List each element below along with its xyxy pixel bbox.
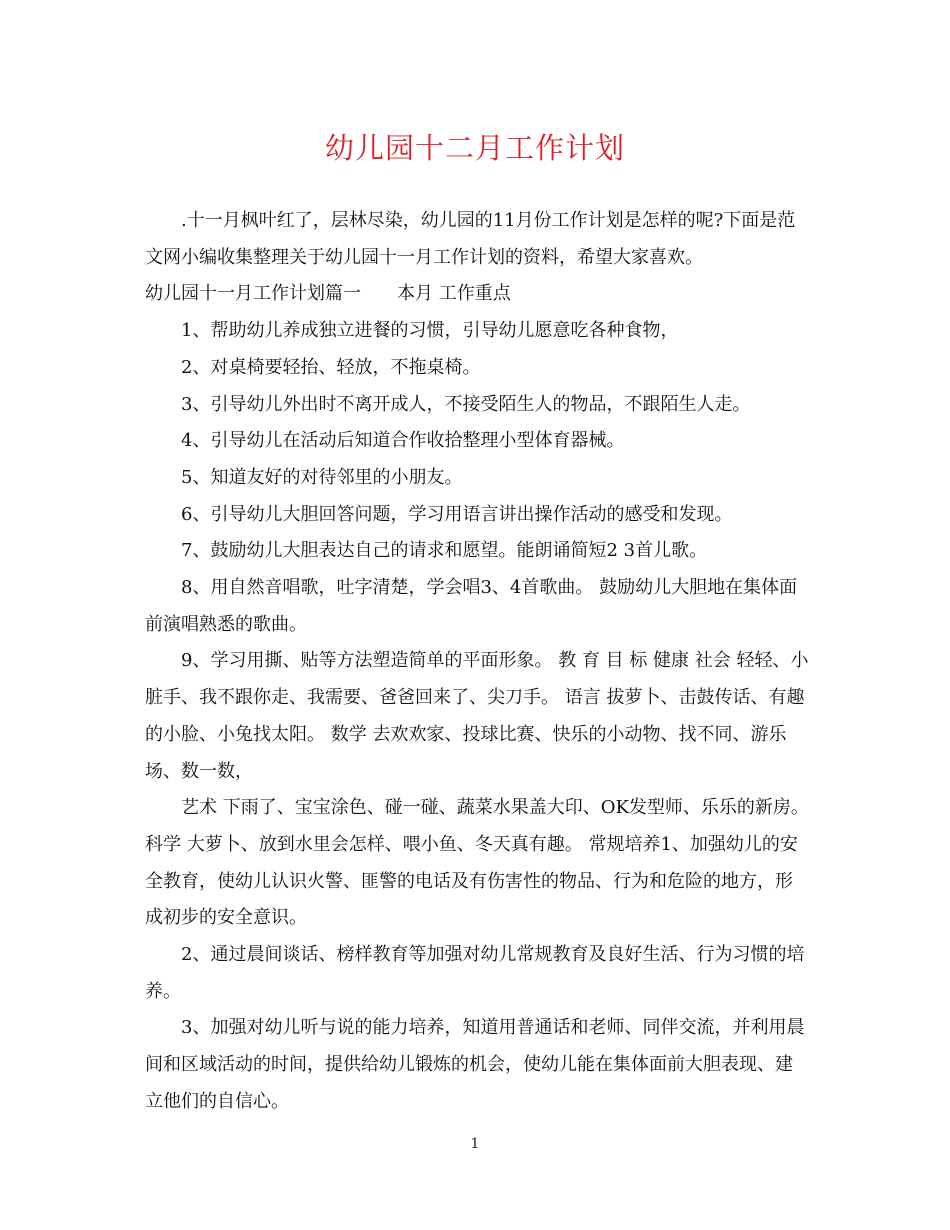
page-number: 1 bbox=[470, 1136, 480, 1152]
list-item: 9、学习用撕、贴等方法塑造简单的平面形象。 教 育 目 标 健康 社会 轻轻、小脏手、我不跟你走、我需要、爸爸回来了、尖刀手。 语言 拔萝卜、击鼓传话、有趣的小脸、小兔找太阳。 数学 去欢欢家、投球比赛、快乐的小动物、找不同、游乐场、数一数， bbox=[145, 650, 809, 782]
list-item: 艺术 下雨了、宝宝涂色、碰一碰、蔬菜水果盖大印、OK发型师、乐乐的新房。 科学 大萝卜、放到水里会怎样、喂小鱼、冬天真有趣。 常规培养1、加强幼儿的安全教育，使幼儿认识火警、匪警的电话及有伤害性的物品、行为和危险的地方，形成初步的安全意识。 bbox=[145, 797, 809, 929]
list-item: 2、对桌椅要轻抬、轻放，不拖桌椅。 bbox=[181, 356, 481, 378]
list-item: 7、鼓励幼儿大胆表达自己的请求和愿望。能朗诵简短2 3首儿歌。 bbox=[181, 540, 708, 562]
list-item: 8、用自然音唱歌，吐字清楚，学会唱3、4首歌曲。 鼓励幼儿大胆地在集体面前演唱熟悉的歌曲。 bbox=[145, 577, 798, 635]
list-item: 3、引导幼儿外出时不离开成人，不接受陌生人的物品，不跟陌生人走。 bbox=[181, 393, 751, 415]
paragraph-section-heading: 幼儿园十一月工作计划篇一 本月 工作重点 bbox=[145, 283, 511, 305]
list-item: 1、帮助幼儿养成独立进餐的习惯，引导幼儿愿意吃各种食物， bbox=[181, 320, 679, 342]
paragraph-intro: .十一月枫叶红了，层林尽染，幼儿园的11月份工作计划是怎样的呢?下面是范文网小编收集整理关于幼儿园十一月工作计划的资料，希望大家喜欢。 bbox=[145, 210, 796, 268]
list-item: 3、加强对幼儿听与说的能力培养，知道用普通话和老师、同伴交流，并利用晨间和区域活动的时间，提供给幼儿锻炼的机会，使幼儿能在集体面前大胆表现、建立他们的自信心。 bbox=[145, 1017, 805, 1112]
list-item: 5、知道友好的对待邻里的小朋友。 bbox=[181, 466, 463, 488]
list-item: 2、通过晨间谈话、榜样教育等加强对幼儿常规教育及良好生活、行为习惯的培养。 bbox=[145, 944, 805, 1002]
document-body bbox=[145, 203, 810, 1121]
list-item: 6、引导幼儿大胆回答问题，学习用语言讲出操作活动的感受和发现。 bbox=[181, 503, 733, 525]
list-item: 4、引导幼儿在活动后知道合作收拾整理小型体育器械。 bbox=[181, 430, 625, 452]
document-title: 幼儿园十二月工作计划 bbox=[324, 131, 625, 165]
